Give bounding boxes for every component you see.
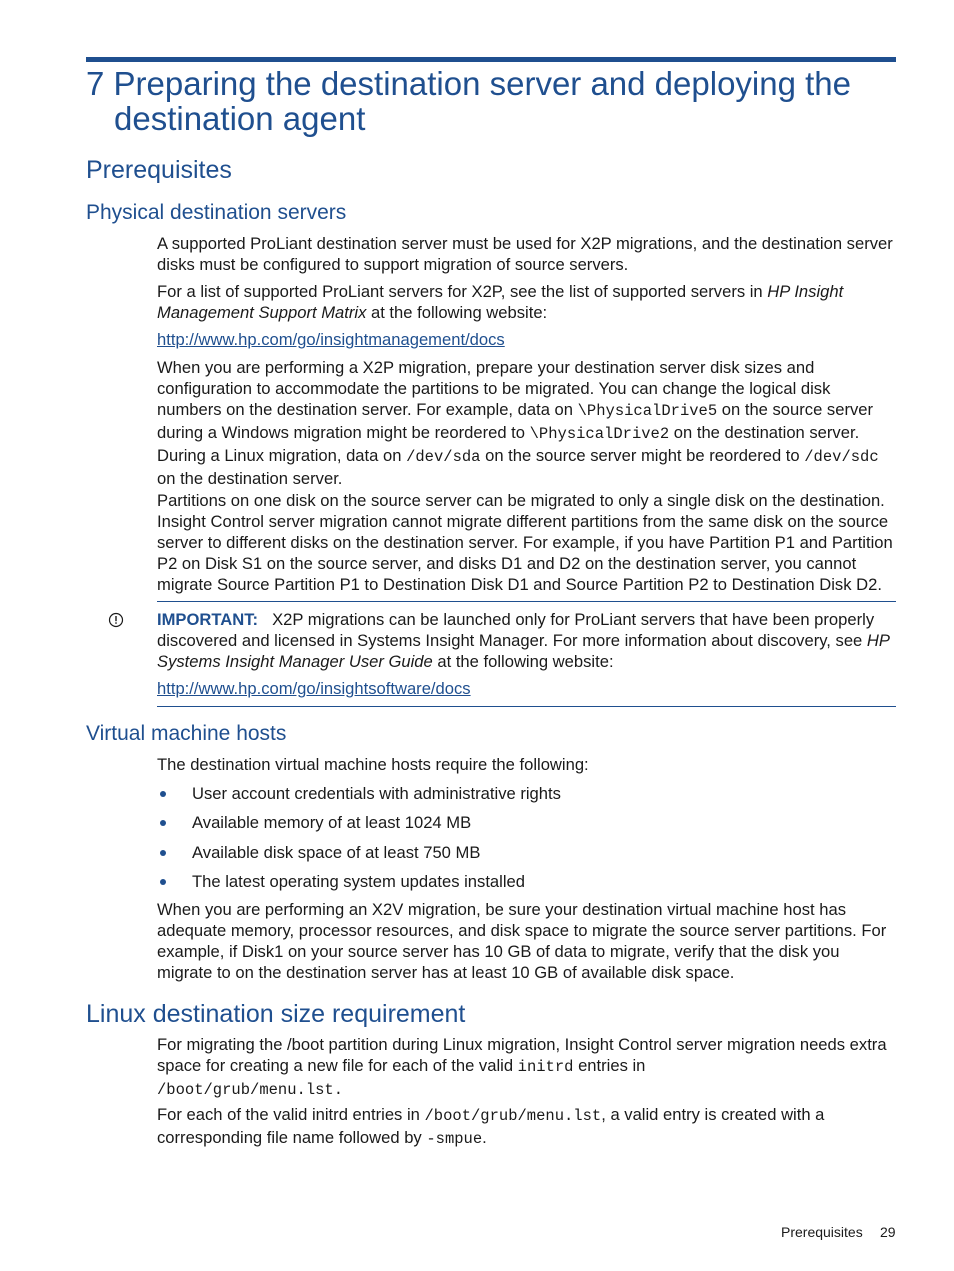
insightmanagement-link-line [157, 329, 897, 350]
linux-paragraph-1 [157, 1034, 897, 1101]
sim-user-guide-title: HP Systems Insight Manager User Guide [157, 631, 890, 671]
virtual-intro: The destination virtual machine hosts require the following: [157, 755, 589, 774]
p3-code-dev-sda: /dev/sda [406, 448, 481, 466]
important-label: IMPORTANT: [157, 610, 259, 629]
p2-text-a: For a list of supported ProLiant servers for X2P, see the list of supported servers in [157, 282, 768, 301]
insightmanagement-docs-link[interactable]: http://www.hp.com/go/insightmanagement/docs [157, 330, 505, 349]
chapter-title: 7 Preparing the destination server and deploying the destination agent [86, 65, 852, 137]
bullet-icon [160, 791, 166, 797]
list-item-text: User account credentials with administrative rights [192, 784, 561, 803]
important-text-a: X2P migrations can be launched only for ProLiant servers that have been properly discovered and licensed in Systems Insight Manager. For more information about discovery, see [157, 610, 875, 650]
list-item [157, 783, 897, 812]
linux-p1-text-a: For migrating the /boot partition during Linux migration, Insight Control server migration needs extra space for creating a new file for each of the valid [157, 1035, 887, 1075]
important-note [157, 609, 897, 672]
important-bottom-rule [157, 706, 896, 707]
support-matrix-title: HP Insight Management Support Matrix [157, 282, 844, 322]
bullet-icon [160, 879, 166, 885]
list-item [157, 842, 897, 871]
linux-paragraph-2 [157, 1104, 897, 1150]
bullet-icon [160, 850, 166, 856]
insightsoftware-docs-link[interactable]: http://www.hp.com/go/insightsoftware/docs [157, 679, 471, 698]
chapter-top-rule [86, 57, 896, 62]
linux-p2-text-a: For each of the valid initrd entries in [157, 1105, 425, 1124]
important-top-rule [157, 601, 896, 602]
list-item-text: Available disk space of at least 750 MB [192, 842, 481, 862]
linux-p2-text-b: , a valid entry is created with a corresponding file name followed by [157, 1105, 825, 1147]
p3-text-d: on the source server might be reordered to [480, 446, 805, 465]
p3-text-e: on the destination server. [157, 469, 343, 488]
p3-code-dev-sdc: /dev/sdc [804, 448, 879, 466]
linux-p2-code-smpue: -smpue [426, 1130, 483, 1148]
important-icon [108, 612, 124, 628]
linux-p2-code-menu-lst: /boot/grub/menu.lst [424, 1107, 602, 1125]
p2-text-b: at the following website: [366, 303, 548, 322]
p3-text-b: on the source server during a Windows migration might be reordered to [157, 400, 874, 442]
list-item-text: The latest operating system updates installed [192, 871, 525, 891]
insightsoftware-link-line [157, 678, 897, 699]
list-item-text: Available memory of at least 1024 MB [192, 813, 472, 833]
physical-paragraph-3 [157, 357, 897, 489]
linux-size-heading: Linux destination size requirement [86, 1000, 466, 1028]
physical-paragraph-4: Partitions on one disk on the source server can be migrated to only a single disk on the destination. Insight Control server migration cannot migrate different partitions from the same disk on the source server to different disks on the destination server. For example, if you have Partition P1 and Partition P2 on Disk S1 on the source server, and disks D1 and D2 on the destination server, you cannot migrate Source Partition P1 to Destination Disk D1 and Source Partition P2 to Destination Disk D2. [157, 491, 893, 594]
virtual-requirements-list [157, 783, 897, 900]
prerequisites-heading: Prerequisites [86, 156, 232, 184]
physical-servers-heading: Physical destination servers [86, 201, 347, 224]
list-item [157, 812, 897, 841]
bullet-icon [160, 820, 166, 826]
p3-code-physicaldrive2: \PhysicalDrive2 [529, 425, 670, 443]
footer-section-name: Prerequisites [781, 1224, 863, 1240]
physical-paragraph-2 [157, 281, 897, 323]
list-item [157, 871, 897, 900]
important-text-b: at the following website: [432, 652, 614, 671]
virtual-hosts-heading: Virtual machine hosts [86, 722, 287, 745]
linux-p2-text-c: . [482, 1128, 487, 1147]
linux-p1-code-initrd: initrd [517, 1058, 574, 1076]
linux-p1-code-menu-lst: /boot/grub/menu.lst. [157, 1081, 344, 1099]
p3-text-a: When you are performing a X2P migration, prepare your destination server disk sizes and configuration to accommodate the partitions to be migrated. You can change the logical disk numbers on the destination server. For example, data on [157, 358, 831, 419]
p3-text-c: on the destination server. During a Linux migration, data on [157, 423, 860, 465]
physical-paragraph-1: A supported ProLiant destination server must be used for X2P migrations, and the destination server disks must be configured to support migration of source servers. [157, 234, 893, 274]
footer-page-number: 29 [880, 1224, 896, 1240]
linux-p1-text-b: entries in [573, 1056, 646, 1075]
virtual-paragraph-2: When you are performing an X2V migration, be sure your destination virtual machine host has adequate memory, processor resources, and disk space to migrate the source server partitions. For example, if Disk1 on your source server has 10 GB of data to migrate, verify that the disk you migrate to on the destination server has at least 10 GB of available disk space. [157, 900, 887, 982]
p3-code-physicaldrive5: \PhysicalDrive5 [577, 402, 718, 420]
